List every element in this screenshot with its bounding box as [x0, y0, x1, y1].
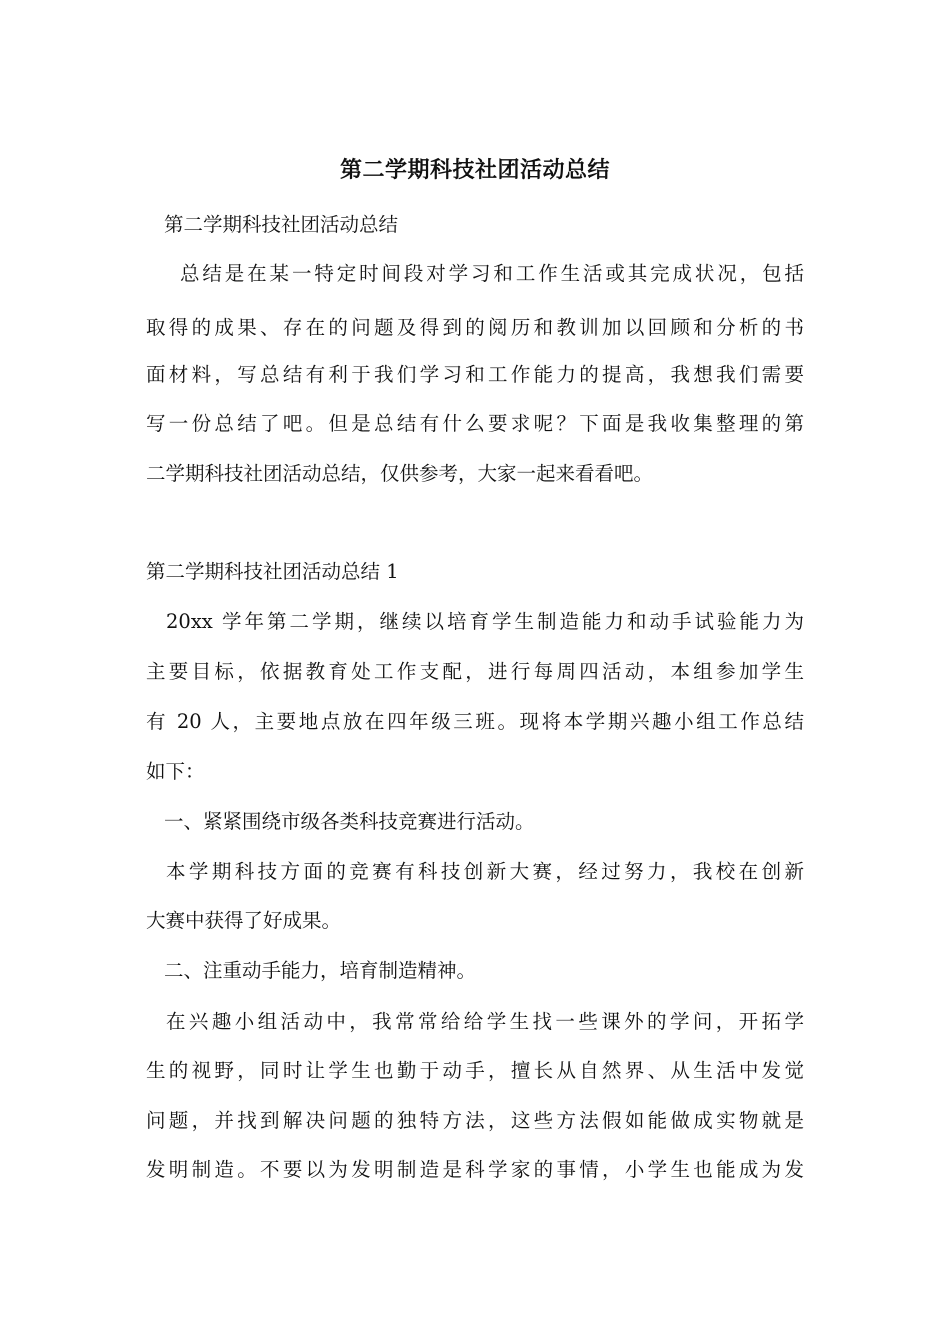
section-line: 主要目标，依据教育处工作支配，进行每周四活动，本组参加学生 [146, 660, 804, 683]
point-body-line: 生的视野，同时让学生也勤于动手，擅长从自然界、从生活中发觉 [146, 1059, 804, 1082]
point-body-line: 发明制造。不要以为发明制造是科学家的事情，小学生也能成为发 [146, 1158, 804, 1181]
point-body-line: 在兴趣小组活动中，我常常给给学生找一些课外的学问，开拓学 [166, 1010, 804, 1033]
intro-line: 面材料，写总结有利于我们学习和工作能力的提高，我想我们需要 [146, 363, 804, 386]
section-line: 20xx 学年第二学期，继续以培育学生制造能力和动手试验能力为 [166, 610, 804, 633]
point-body-line: 问题，并找到解决问题的独特方法，这些方法假如能做成实物就是 [146, 1109, 804, 1132]
intro-line: 二学期科技社团活动总结，仅供参考，大家一起来看看吧。 [146, 462, 654, 485]
point-heading: 一、紧紧围绕市级各类科技竞赛进行活动。 [164, 810, 535, 833]
point-heading: 二、注重动手能力，培育制造精神。 [164, 959, 477, 982]
intro-line: 总结是在某一特定时间段对学习和工作生活或其完成状况，包括 [180, 262, 804, 285]
point-body-line: 本学期科技方面的竞赛有科技创新大赛，经过努力，我校在创新 [166, 860, 804, 883]
document-subtitle: 第二学期科技社团活动总结 [164, 213, 399, 236]
intro-line: 取得的成果、存在的问题及得到的阅历和教训加以回顾和分析的书 [146, 316, 804, 339]
section-line: 有 20 人，主要地点放在四年级三班。现将本学期兴趣小组工作总结 [146, 710, 804, 733]
section-heading: 第二学期科技社团活动总结 1 [146, 560, 399, 583]
section-line: 如下： [146, 760, 205, 783]
intro-line: 写一份总结了吧。但是总结有什么要求呢？下面是我收集整理的第 [146, 412, 804, 435]
document-title: 第二学期科技社团活动总结 [339, 157, 610, 183]
point-body-line: 大赛中获得了好成果。 [146, 909, 342, 932]
